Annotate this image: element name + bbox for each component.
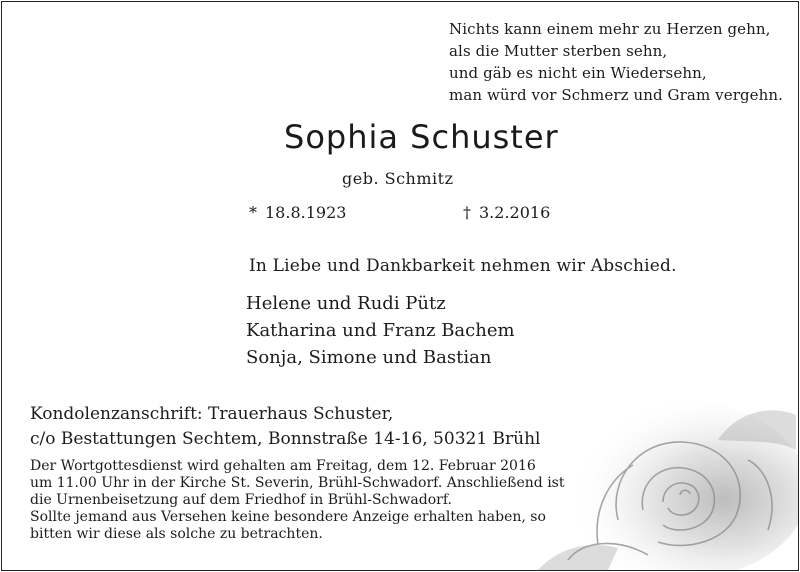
service-line: um 11.00 Uhr in der Kirche St. Severin, Brühl-Schwadorf. Anschließend ist [30, 475, 565, 491]
birth-star-icon: * [249, 203, 257, 222]
poem-line: und gäb es nicht ein Wiedersehn, [449, 64, 707, 82]
service-line: die Urnenbeisetzung auf dem Friedhof in Brühl-Schwadorf. [30, 492, 452, 508]
farewell-text: In Liebe und Dankbarkeit nehmen wir Abschied. [249, 256, 677, 276]
death-info [463, 203, 550, 222]
mourner: Helene und Rudi Pütz [246, 293, 446, 314]
poem-line: als die Mutter sterben sehn, [449, 42, 668, 60]
service-line: Sollte jemand aus Versehen keine besondere Anzeige erhalten haben, so [30, 509, 546, 525]
poem-line: man würd vor Schmerz und Gram vergehn. [449, 86, 784, 104]
death-date: 3.2.2016 [479, 203, 551, 222]
condolence-line: Kondolenzanschrift: Trauerhaus Schuster, [30, 404, 394, 424]
deceased-name: Sophia Schuster [284, 118, 559, 156]
mourners-list [246, 290, 515, 371]
birth-date: 18.8.1923 [265, 203, 347, 222]
poem [449, 18, 783, 106]
service-info [30, 458, 565, 543]
service-line: bitten wir diese als solche zu betrachten. [30, 526, 323, 542]
condolence-address [30, 402, 541, 452]
mourner: Sonja, Simone und Bastian [246, 347, 492, 368]
death-cross-icon: † [463, 203, 471, 222]
condolence-line: c/o Bestattungen Sechtem, Bonnstraße 14-16, 50321 Brühl [30, 429, 541, 449]
birth-info [249, 203, 346, 222]
service-line: Der Wortgottesdienst wird gehalten am Freitag, dem 12. Februar 2016 [30, 458, 536, 474]
poem-line: Nichts kann einem mehr zu Herzen gehn, [449, 20, 771, 38]
mourner: Katharina und Franz Bachem [246, 320, 515, 341]
maiden-name: geb. Schmitz [342, 169, 454, 188]
